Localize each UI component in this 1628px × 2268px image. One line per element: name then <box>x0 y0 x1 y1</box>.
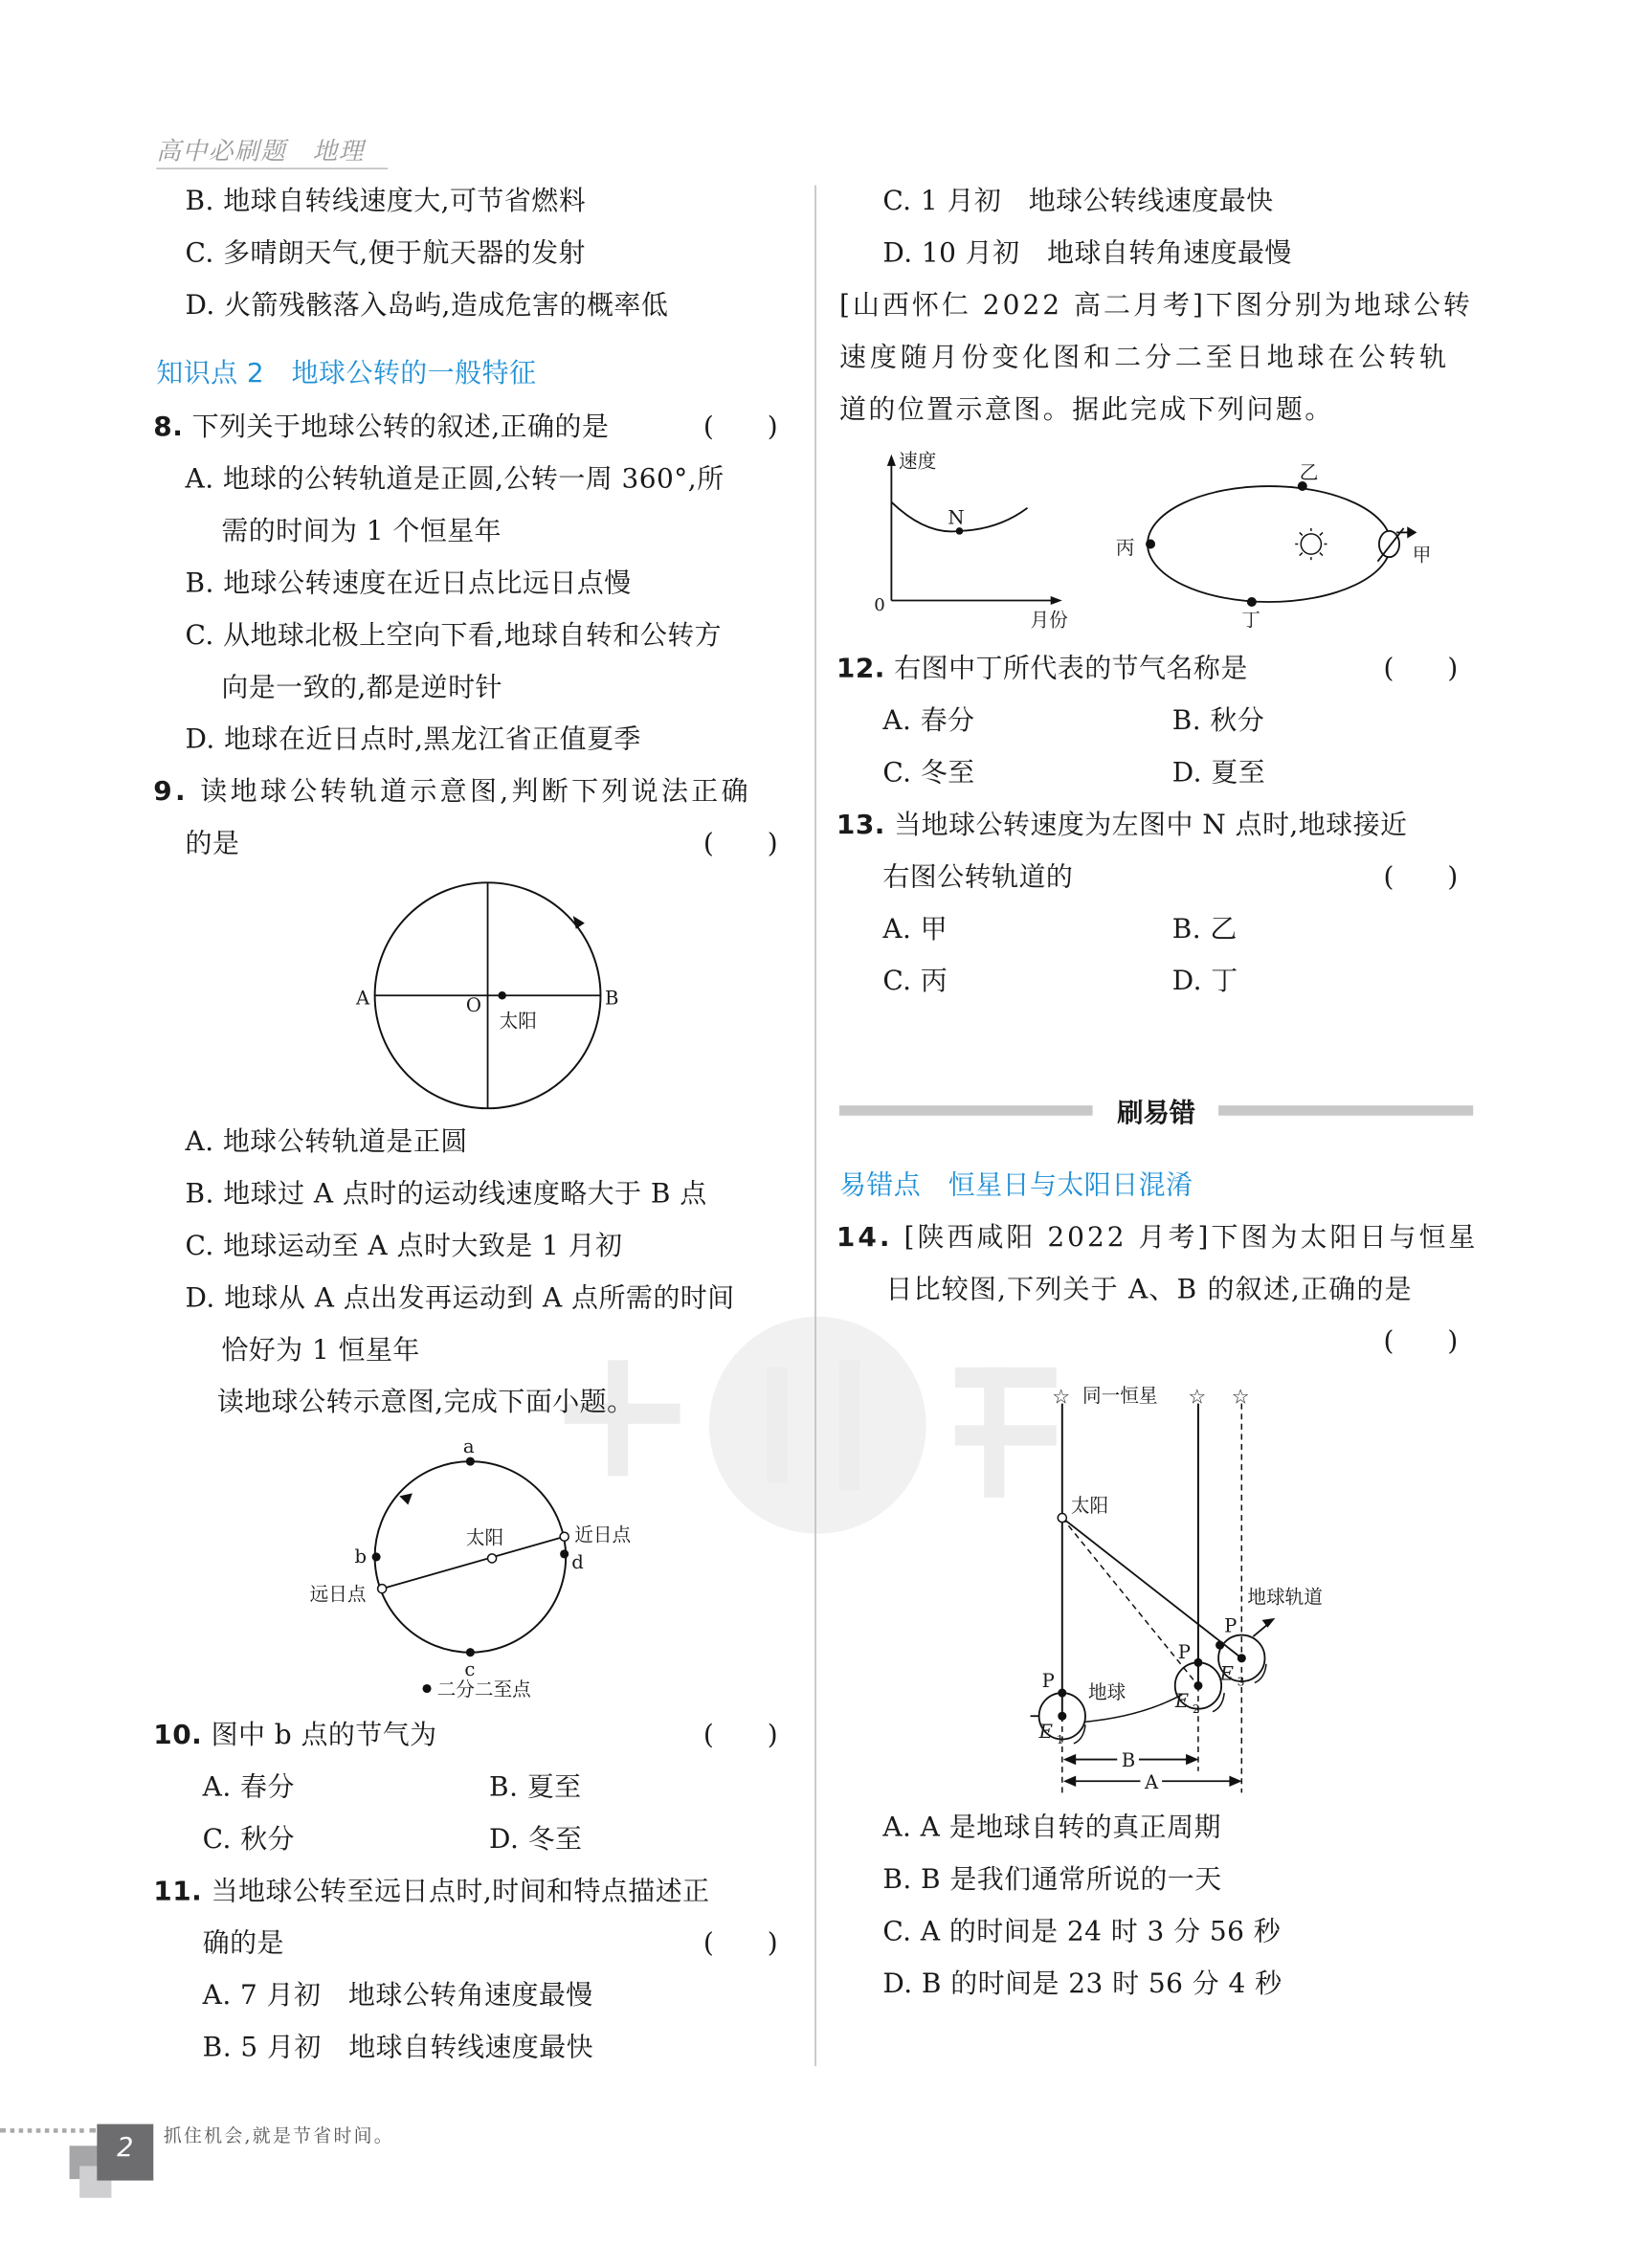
q10-option-c: C. 秋分 <box>202 1824 296 1856</box>
q8-option-b: B. 地球公转速度在近日点比远日点慢 <box>185 568 632 599</box>
q8-text: 下列关于地球公转的叙述,正确的是 <box>191 411 610 443</box>
sun-dot <box>498 991 505 999</box>
label-aphelion: 远日点 <box>309 1583 367 1606</box>
label-e1-sub: 1 <box>1056 1732 1064 1746</box>
sun-marker <box>488 1554 497 1563</box>
perihelion-marker <box>560 1532 569 1541</box>
q8-option-a-cont: 需的时间为 1 个恒星年 <box>221 516 502 547</box>
q13-stem <box>836 809 1408 843</box>
point-d <box>560 1549 569 1558</box>
q13-option-a: A. 甲 <box>882 914 948 945</box>
q8-option-d: D. 地球在近日点时,黑龙江省正值夏季 <box>185 724 641 756</box>
q10-intro: 读地球公转示意图,完成下面小题。 <box>216 1388 635 1418</box>
label-b: b <box>354 1545 368 1568</box>
label-p3: P <box>1224 1614 1238 1637</box>
sun-marker <box>1058 1514 1066 1523</box>
label-ding: 丁 <box>1241 609 1260 632</box>
q8-option-c-cont: 向是一致的,都是逆时针 <box>221 673 502 703</box>
page-number: 2 <box>97 2124 153 2181</box>
point-b <box>372 1552 381 1561</box>
x-arrow-icon <box>1051 596 1062 605</box>
label-e3: E <box>1219 1662 1234 1685</box>
label-e2-sub: 2 <box>1192 1702 1200 1717</box>
q10-number: 10. <box>153 1720 203 1751</box>
q13-option-b: B. 乙 <box>1171 914 1238 945</box>
label-bing: 丙 <box>1115 537 1135 560</box>
q10-text: 图中 b 点的节气为 <box>211 1720 437 1751</box>
label-a: A <box>1144 1770 1159 1793</box>
label-b: B <box>1121 1749 1136 1772</box>
label-yi: 乙 <box>1299 461 1319 484</box>
q10-answer-blank: ( ) <box>702 1720 778 1751</box>
q11-stem <box>153 1876 709 1910</box>
q7-option-c: C. 多晴朗天气,便于航天器的发射 <box>185 238 586 270</box>
q11-stem-cont: 确的是 <box>202 1928 284 1960</box>
q10-option-a: A. 春分 <box>202 1772 295 1803</box>
q12-answer-blank: ( ) <box>1383 654 1459 685</box>
y-arrow-icon <box>887 455 896 466</box>
q14-answer-blank: ( ) <box>1383 1326 1459 1358</box>
q14-option-b: B. B 是我们通常所说的一天 <box>882 1864 1222 1896</box>
q12-intro-line3: 道的位置示意图。据此完成下列问题。 <box>838 394 1334 426</box>
q9-option-c: C. 地球运动至 A 点时大致是 1 月初 <box>185 1231 623 1262</box>
q11-option-d: D. 10 月初 地球自转角速度最慢 <box>882 238 1292 270</box>
q12-option-b: B. 秋分 <box>1171 705 1265 737</box>
legend-dot <box>423 1684 432 1693</box>
sun-icon <box>1295 528 1327 560</box>
label-sun: 太阳 <box>465 1526 504 1549</box>
label-sun: 太阳 <box>1070 1495 1109 1518</box>
q10-orbit-diagram <box>310 1435 632 1701</box>
label-p2: P <box>1177 1640 1191 1663</box>
aphelion-marker <box>378 1585 387 1593</box>
q12-number: 12. <box>836 654 885 685</box>
q12-intro-line2: 速度随月份变化图和二分二至日地球在公转轨 <box>838 343 1451 374</box>
q7-option-b: B. 地球自转线速度大,可节省燃料 <box>185 187 587 217</box>
section-title: 刷易错 <box>1117 1098 1195 1129</box>
star-icon: ☆ <box>1231 1384 1250 1409</box>
q9-orbit-diagram <box>355 882 619 1108</box>
q14-option-d: D. B 的时间是 23 时 56 分 4 秒 <box>882 1968 1282 2000</box>
running-header: 高中必刷题 地理 <box>156 130 388 169</box>
label-perihelion: 近日点 <box>574 1523 632 1546</box>
star-icon: ☆ <box>1052 1384 1071 1409</box>
divider-bar-right <box>1218 1105 1473 1116</box>
q13-answer-blank: ( ) <box>1383 862 1459 893</box>
section-heading-2: 知识点 2 地球公转的一般特征 <box>156 358 537 389</box>
x-label: 月份 <box>1030 609 1068 632</box>
q14-text: [陕西咸阳 2022 月考]下图为太阳日与恒星 <box>903 1222 1479 1254</box>
divider-bar-left <box>839 1105 1093 1116</box>
footer-dots <box>0 2128 96 2133</box>
point-ding <box>1247 597 1257 607</box>
q11-number: 11. <box>153 1877 203 1907</box>
q13-text: 当地球公转速度为左图中 N 点时,地球接近 <box>894 810 1408 841</box>
label-a: A <box>355 987 370 1010</box>
q12-option-d: D. 夏至 <box>1171 758 1266 789</box>
q12-option-a: A. 春分 <box>882 705 975 737</box>
y-label: 速度 <box>898 450 937 473</box>
q10-option-d: D. 冬至 <box>489 1824 583 1856</box>
label-n: N <box>948 506 965 529</box>
orbit-circle <box>375 1461 567 1653</box>
q11-text: 当地球公转至远日点时,时间和特点描述正 <box>211 1877 710 1907</box>
label-e2: E <box>1174 1690 1190 1713</box>
speed-chart <box>874 450 1068 631</box>
footer-motto: 抓住机会,就是节省时间。 <box>163 2123 394 2146</box>
q9-option-d: D. 地球从 A 点出发再运动到 A 点所需的时间 <box>185 1283 735 1314</box>
q8-number: 8. <box>153 411 184 443</box>
q13-option-c: C. 丙 <box>882 967 948 997</box>
q12-text: 右图中丁所代表的节气名称是 <box>894 654 1248 685</box>
label-orbit: 地球轨道 <box>1247 1586 1323 1609</box>
point-a <box>466 1457 475 1466</box>
label-e1: E <box>1038 1720 1053 1743</box>
q9-stem-cont: 的是 <box>185 829 240 860</box>
legend-label: 二分二至点 <box>436 1679 531 1701</box>
star-icon: ☆ <box>1188 1384 1207 1409</box>
label-o: O <box>465 993 481 1016</box>
q8-answer-blank: ( ) <box>702 411 778 443</box>
q9-number: 9. <box>153 776 190 808</box>
solstice-orbit-diagram <box>1116 461 1432 631</box>
q14-number: 14. <box>836 1222 893 1254</box>
label-sun: 太阳 <box>499 1010 537 1033</box>
q12-option-c: C. 冬至 <box>882 758 975 789</box>
q8-option-c: C. 从地球北极上空向下看,地球自转和公转方 <box>185 620 723 652</box>
label-c: c <box>464 1657 476 1680</box>
solar-sidereal-diagram <box>1031 1385 1323 1793</box>
q13-stem-cont: 右图公转轨道的 <box>882 862 1074 893</box>
label-jia: 甲 <box>1412 544 1432 567</box>
q14-option-a: A. A 是地球自转的真正周期 <box>882 1812 1221 1844</box>
direction-arrow-icon <box>399 1493 413 1504</box>
q13-number: 13. <box>836 810 885 841</box>
q9-option-b: B. 地球过 A 点时的运动线速度略大于 B 点 <box>185 1179 707 1211</box>
direction-arrow-icon <box>573 916 585 929</box>
label-e3-sub: 3 <box>1237 1675 1245 1689</box>
q11-answer-blank: ( ) <box>702 1928 778 1960</box>
q14-stem-cont: 日比较图,下列关于 A、B 的叙述,正确的是 <box>885 1275 1413 1305</box>
point-bing <box>1146 540 1155 549</box>
q9-option-d-cont: 恰好为 1 恒星年 <box>221 1335 420 1367</box>
q9-text: 读地球公转轨道示意图,判断下列说法正确 <box>200 776 751 808</box>
label-a: a <box>462 1435 475 1458</box>
q9-answer-blank: ( ) <box>702 829 778 860</box>
q11-option-c: C. 1 月初 地球公转线速度最快 <box>882 187 1274 217</box>
q14-option-c: C. A 的时间是 24 时 3 分 56 秒 <box>882 1917 1282 1948</box>
error-point-heading: 易错点 恒星日与太阳日混淆 <box>838 1170 1193 1201</box>
q12-stem <box>836 653 1248 687</box>
q7-option-d: D. 火箭残骸落入岛屿,造成危害的概率低 <box>185 290 669 322</box>
origin-label: 0 <box>874 595 885 616</box>
q9-option-a: A. 地球公转轨道是正圆 <box>185 1126 468 1158</box>
section-divider <box>839 1093 1473 1127</box>
label-same-star: 同一恒星 <box>1082 1385 1158 1408</box>
q11-option-a: A. 7 月初 地球公转角速度最慢 <box>202 1980 593 2012</box>
label-d: d <box>571 1551 584 1574</box>
point-c <box>466 1648 475 1657</box>
q10-stem <box>153 1719 436 1753</box>
q11-option-b: B. 5 月初 地球自转线速度最快 <box>202 2033 594 2064</box>
q12-intro-line1: [山西怀仁 2022 高二月考]下图分别为地球公转 <box>838 290 1473 322</box>
q13-option-d: D. 丁 <box>1171 967 1238 997</box>
label-p1: P <box>1041 1669 1055 1692</box>
q8-option-a: A. 地球的公转轨道是正圆,公转一周 360°,所 <box>185 464 725 496</box>
earth-icon <box>1377 528 1415 562</box>
q14-stem <box>836 1221 1479 1256</box>
label-b: B <box>605 987 619 1010</box>
label-earth: 地球 <box>1088 1681 1126 1704</box>
q10-option-b: B. 夏至 <box>489 1772 582 1803</box>
